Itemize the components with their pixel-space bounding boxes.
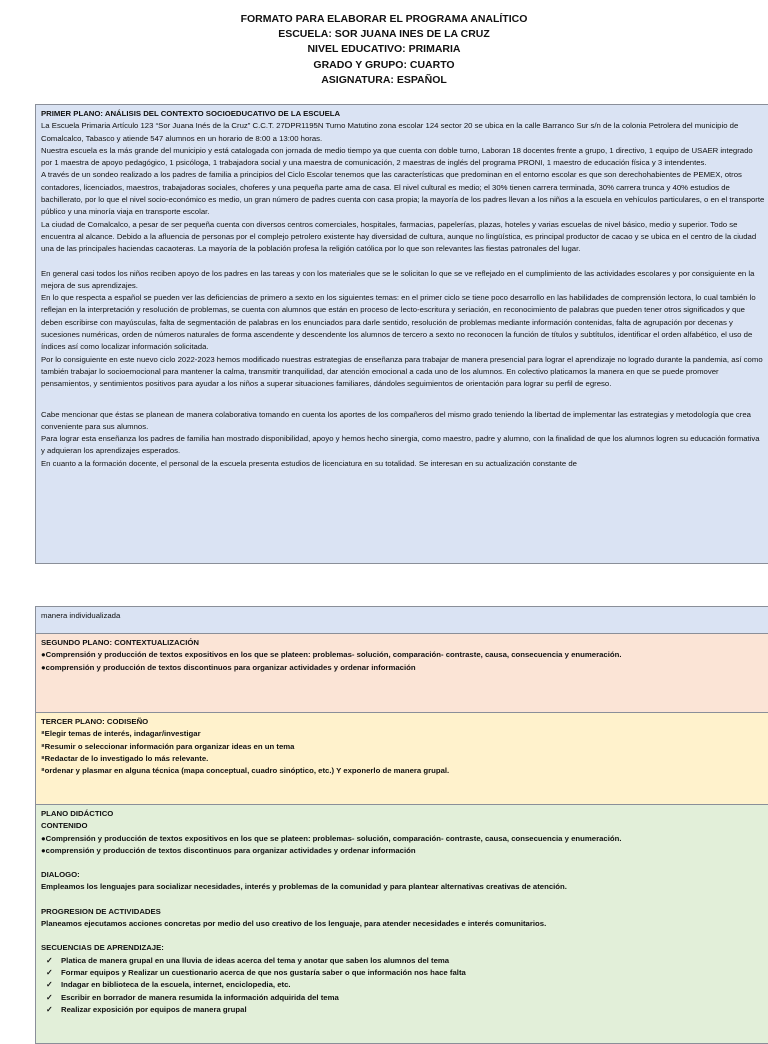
checklist-item-text: Indagar en biblioteca de la escuela, internet, enciclopedia, etc. bbox=[61, 980, 291, 990]
tercer-plano-section bbox=[35, 712, 768, 805]
paragraph: Nuestra escuela es la más grande del municipio y está catalogada con jornada de medio tiempo ya que cuenta con doble turno, Laboran 18 docentes frente a grupo, 1 directivo, 1 equipo de USAER integrado por 1 maestra de apoyo pedagógico, 1 psicóloga, 1 trabajadora social y una maestra de comunicación, 2 maestras de inglés del programa PRONI, 1 maestro de educación física y 3 intendentes. bbox=[41, 145, 753, 168]
secuencias-label: SECUENCIAS DE APRENDIZAJE: bbox=[41, 943, 164, 953]
header-school: ESCUELA: SOR JUANA INES DE LA CRUZ bbox=[278, 28, 490, 41]
list-item: ●Comprensión y producción de textos expositivos en los que se plateen: problemas- solución, comparación- contraste, causa, consecuencia y enumeración. bbox=[41, 833, 622, 843]
paragraph: Cabe mencionar que éstas se planean de manera colaborativa tomando en cuenta los aportes de los compañeros del mismo grado teniendo la libertad de implementar las estrategias y metodología que crea conveniente para sus alumnos. bbox=[41, 409, 751, 431]
list-item: ⁸ordenar y plasmar en alguna técnica (mapa conceptual, cuadro sinóptico, etc.) Y exponerlo de manera grupal. bbox=[41, 766, 450, 776]
checkmark-icon: ✓ bbox=[46, 955, 53, 965]
checklist-item bbox=[41, 1004, 765, 1016]
list-item: ⁸Elegir temas de interés, indagar/investigar bbox=[41, 729, 201, 739]
dialogo-text: Empleamos los lenguajes para socializar necesidades, interés y problemas de la comunidad y para plantear alternativas creativas de atención. bbox=[41, 882, 567, 892]
continuation-text: manera individualizada bbox=[41, 611, 121, 620]
checklist-item-text: Platica de manera grupal en una lluvia de ideas acerca del tema y anotar que saben los alumnos del tema bbox=[61, 955, 450, 965]
checklist-item bbox=[41, 955, 765, 967]
contenido-label: CONTENIDO bbox=[41, 821, 88, 831]
checkmark-icon: ✓ bbox=[46, 980, 53, 990]
paragraph: A través de un sondeo realizado a los padres de familia a principios del Ciclo Escolar tenemos que las características que predominan en el entorno escolar es que son derechohabientes de PEMEX, otros contadores, licenciados, maestros, trabajadoras sociales, choferes y una pequeña parte ama de casa. El nivel cultural es medio; el 30% tienen carrera terminada, 30% carrera trunca y 40% estudios de bachillerato, por lo que el nivel socio-económico es medio, un gran número de padres cuenta con casa propia; la mayoría de los padres llevan a los niños a la escuela en vehículos particulares, o en el transporte público y una minoría viaja en transporte escolar. bbox=[41, 170, 765, 217]
list-item: ●comprensión y producción de textos discontinuos para organizar actividades y ordenar información bbox=[41, 662, 416, 672]
header-subject: ASIGNATURA: ESPAÑOL bbox=[321, 73, 447, 86]
list-item: ⁸Redactar de lo investigado lo más relevante. bbox=[41, 753, 209, 763]
header-format-title: FORMATO PARA ELABORAR EL PROGRAMA ANALÍTICO bbox=[240, 13, 528, 25]
paragraph: La Escuela Primaria Artículo 123 “Sor Juana Inés de la Cruz” C.C.T. 27DPR1195N Turno Matutino zona escolar 124 sector 20 se ubica en la calle Barranco Sur s/n de la colonia Petrolera del municipio de Comalcalco, Tabasco y atiende 547 alumnos en un horario de 8:00 a 13:00 horas. bbox=[41, 121, 739, 143]
paragraph: En general casi todos los niños reciben apoyo de los padres en las tareas y con los materiales que se le solicitan lo que se ve reflejado en el cumplimiento de las actividades escolares y por consiguiente en la mejora de sus aprendizajes. bbox=[41, 268, 755, 290]
tercer-plano-title: TERCER PLANO: CODISEÑO bbox=[41, 717, 149, 726]
primer-plano-title: PRIMER PLANO: ANÁLISIS DEL CONTEXTO SOCIOEDUCATIVO DE LA ESCUELA bbox=[41, 109, 341, 118]
checklist-item bbox=[41, 992, 765, 1004]
checkmark-icon: ✓ bbox=[46, 967, 53, 977]
paragraph: En lo que respecta a español se pueden ver las deficiencias de primero a sexto en los siguientes temas: en el primer ciclo se tiene poco desarrollo en las habilidades de comprensión lectora, lo cual también lo reflejan en la interpretación y resolución de problemas, se cuenta con alumnos que están en proceso de lecto-escritura y seriación, en reconocimiento de palabras que pueden tener otros significados y que deben escribirse con mayúsculas, falta de segmentación de palabras en los enunciados para darle sentido, resolución de problemas mediante información contenidas, falta de agrupación por decenas y sucesiones numéricas, orden de números naturales de forma ascendente y descendente los alumnos de tercero a sexto no reconocen la función de títulos y subtítulos, identificar el orden alfabético, el uso de índices así como localizar información solicitada. bbox=[41, 293, 756, 352]
list-item: ⁸Resumir o seleccionar información para organizar ideas en un tema bbox=[41, 741, 295, 751]
checklist-item-text: Formar equipos y Realizar un cuestionario acerca de que nos gustaría saber o que información nos hace falta bbox=[61, 967, 466, 977]
primer-plano-continuation bbox=[35, 606, 768, 634]
checklist-item-text: Realizar exposición por equipos de manera grupal bbox=[61, 1004, 247, 1014]
list-item: ●Comprensión y producción de textos expositivos en los que se plateen: problemas- solución, comparación- contraste, causa, consecuencia y enumeración. bbox=[41, 650, 622, 660]
segundo-plano-title: SEGUNDO PLANO: CONTEXTUALIZACIÓN bbox=[41, 638, 200, 647]
checklist-item bbox=[41, 979, 765, 991]
plano-didactico-title: PLANO DIDÁCTICO bbox=[41, 809, 114, 818]
header-grade: GRADO Y GRUPO: CUARTO bbox=[313, 58, 455, 71]
segundo-plano-section bbox=[35, 633, 768, 713]
checklist-item-text: Escribir en borrador de manera resumida la información adquirida del tema bbox=[61, 992, 339, 1002]
primer-plano-section bbox=[35, 104, 768, 564]
paragraph: En cuanto a la formación docente, el personal de la escuela presenta estudios de licenciatura en su totalidad. Se interesan en su actualización constante de bbox=[41, 458, 577, 468]
paragraph: Por lo consiguiente en este nuevo ciclo 2022-2023 hemos modificado nuestras estrategias de enseñanza para trabajar de manera presencial para lograr el aprendizaje no logrado durante la pandemia, así como también trabajar lo socioemocional para mantener la calma, transmitir tranquilidad, dar atención emocional a cada uno de los alumnos. En colectivo platicamos la manera en que se puede promover pensamientos, y sentimientos positivos para ayudar a los niños a superar situaciones familiares, dándoles seguimientos de orientación para lograr su perfil de egreso. bbox=[41, 354, 763, 389]
checkmark-icon: ✓ bbox=[46, 992, 53, 1002]
paragraph: Para lograr esta enseñanza los padres de familia han mostrado disponibilidad, apoyo y hemos hecho sinergia, como maestro, padre y alumno, con la finalidad de que los alumnos logren su educación formativa y adquieran los aprendizajes esperados. bbox=[41, 434, 760, 456]
dialogo-label: DIALOGO: bbox=[41, 870, 80, 880]
progresion-label: PROGRESION DE ACTIVIDADES bbox=[41, 906, 161, 916]
document-header bbox=[0, 12, 768, 88]
header-level: NIVEL EDUCATIVO: PRIMARIA bbox=[307, 43, 461, 56]
paragraph: La ciudad de Comalcalco, a pesar de ser pequeña cuenta con diversos centros comerciales, hospitales, farmacias, papelerías, plazas, hoteles y varias escuelas de nivel básico, medio y superior. Todo se encuentra al alcance. Debido a la afluencia de personas por el complejo petrolero existente hay diversidad de cultura, aunque no lingüística, es principal productor de cacao y se ubica en el centro de la ciudad una de las principales haciendas cacaoteras. La mayoría de la población profesa la religión católica por lo que son relevantes las fiestas patronales del lugar. bbox=[41, 219, 757, 254]
list-item: ●comprensión y producción de textos discontinuos para organizar actividades y ordenar información bbox=[41, 845, 416, 855]
plano-didactico-section bbox=[35, 804, 768, 1044]
checklist-item bbox=[41, 967, 765, 979]
progresion-text: Planeamos ejecutamos acciones concretas por medio del uso creativo de los lenguaje, para atender necesidades e interés comunitarios. bbox=[41, 919, 547, 929]
checkmark-icon: ✓ bbox=[46, 1004, 53, 1014]
